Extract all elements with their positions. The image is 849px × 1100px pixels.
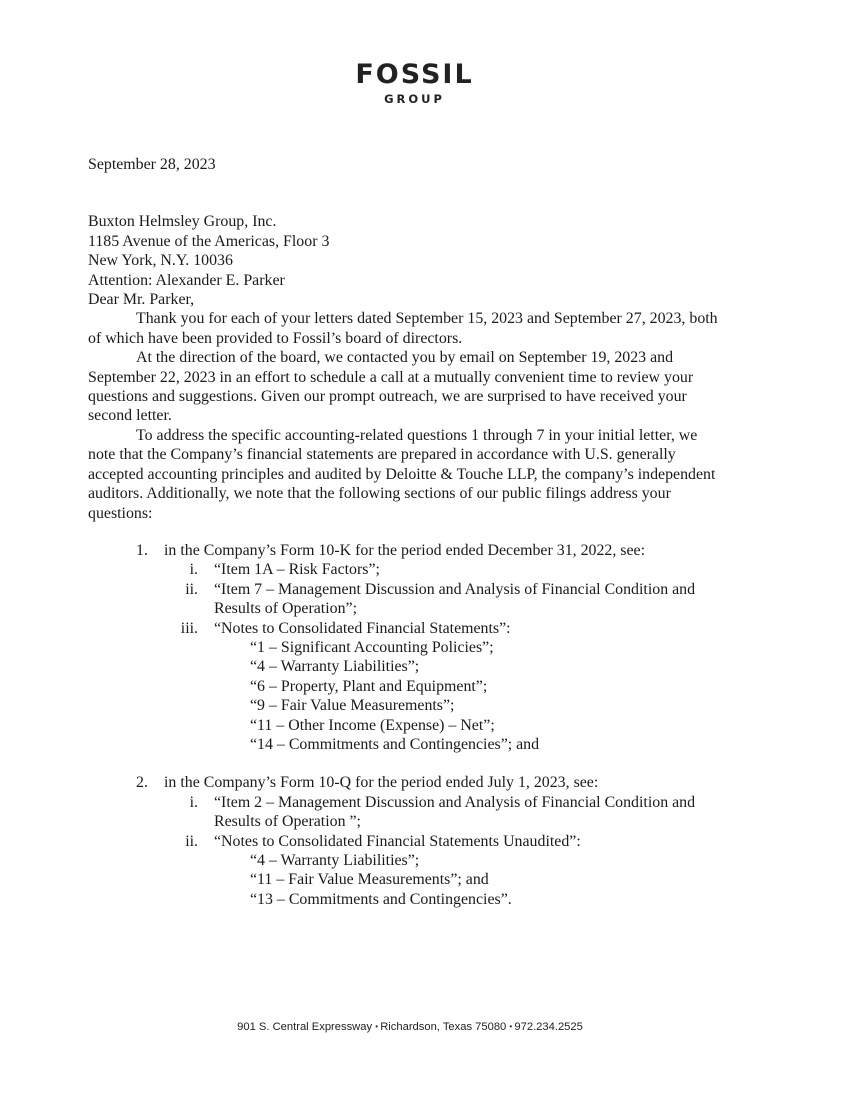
- logo-wordmark: FOSSIL: [355, 59, 474, 90]
- note-item: “14 – Commitments and Contingencies”; and: [250, 735, 540, 753]
- note-item: “4 – Warranty Liabilities”;: [250, 852, 420, 869]
- note-item: “9 – Fair Value Measurements”;: [250, 697, 455, 715]
- sub-number: ii.: [185, 832, 198, 850]
- sub-item-text: “Notes to Consolidated Financial Statements”:: [214, 619, 511, 637]
- bullet-separator: •: [375, 1022, 381, 1031]
- sub-item-text: “Notes to Consolidated Financial Statements Unaudited”:: [214, 832, 581, 850]
- letter-date: September 28, 2023: [88, 156, 216, 173]
- list-number: 2.: [136, 774, 148, 792]
- sub-item: [164, 560, 728, 579]
- notes-list: [214, 638, 728, 754]
- sub-number: iii.: [180, 619, 198, 637]
- list-item-10k: [88, 541, 728, 754]
- paragraph-accounting: To address the specific accounting-related questions 1 through 7 in your initial letter, we note that the Company’s financial statements are prepared in accordance with U.S. generally accepted accounting principles and audited by Deloitte & Touche LLP, the company’s independent auditors. Additionally, we note that the following sections of our public filings address your questions:: [88, 426, 716, 522]
- letterhead-footer: [0, 1021, 820, 1033]
- sub-item-text: “Item 1A – Risk Factors”;: [214, 561, 380, 579]
- note-item: “6 – Property, Plant and Equipment”;: [250, 677, 488, 695]
- paragraph-thanks: Thank you for each of your letters dated September 15, 2023 and September 27, 2023, both of which have been provided to Fossil’s board of directors.: [88, 310, 718, 347]
- filings-list: [88, 541, 728, 909]
- footer-city: Richardson, Texas 75080: [380, 1021, 507, 1033]
- note-item: “1 – Significant Accounting Policies”;: [250, 638, 494, 656]
- logo-subtitle: GROUP: [384, 92, 445, 106]
- notes-list: [214, 851, 728, 909]
- sub-number: i.: [189, 561, 198, 579]
- list-item-text: in the Company’s Form 10-K for the period ended December 31, 2022, see:: [164, 541, 646, 559]
- sub-item: [164, 793, 728, 832]
- note-item: “11 – Fair Value Measurements”; and: [250, 871, 489, 889]
- sub-item: [164, 580, 728, 619]
- salutation: Dear Mr. Parker,: [88, 291, 195, 309]
- recipient-attention: Attention: Alexander E. Parker: [88, 271, 285, 289]
- sub-item: [164, 832, 728, 910]
- letter-body: [88, 155, 728, 909]
- sub-number: i.: [189, 793, 198, 811]
- list-item-10q: [88, 773, 728, 909]
- sub-item: [164, 619, 728, 755]
- paragraph-outreach: At the direction of the board, we contacted you by email on September 19, 2023 and September 22, 2023 in an effort to schedule a call at a mutually convenient time to review your questions and suggestions. Given our prompt outreach, we are surprised to have received your second letter.: [88, 349, 694, 425]
- recipient-street: 1185 Avenue of the Americas, Floor 3: [88, 232, 330, 250]
- note-item: “13 – Commitments and Contingencies”.: [250, 890, 512, 908]
- recipient-address: [88, 212, 728, 290]
- note-item: “11 – Other Income (Expense) – Net”;: [250, 716, 495, 734]
- sub-item-text: “Item 2 – Management Discussion and Analysis of Financial Condition and Results of Operation ”;: [214, 793, 696, 831]
- footer-street: 901 S. Central Expressway: [237, 1021, 373, 1033]
- note-item: “4 – Warranty Liabilities”;: [250, 658, 420, 676]
- bullet-separator: •: [509, 1022, 515, 1031]
- recipient-city: New York, N.Y. 10036: [88, 252, 233, 270]
- recipient-company: Buxton Helmsley Group, Inc.: [88, 213, 277, 231]
- footer-phone: 972.234.2525: [514, 1021, 583, 1033]
- sub-number: ii.: [185, 580, 198, 598]
- list-item-text: in the Company’s Form 10-Q for the period ended July 1, 2023, see:: [164, 774, 599, 792]
- sub-item-text: “Item 7 – Management Discussion and Analysis of Financial Condition and Results of Operation”;: [214, 580, 696, 618]
- fossil-group-logo: [0, 60, 829, 106]
- list-number: 1.: [136, 541, 148, 559]
